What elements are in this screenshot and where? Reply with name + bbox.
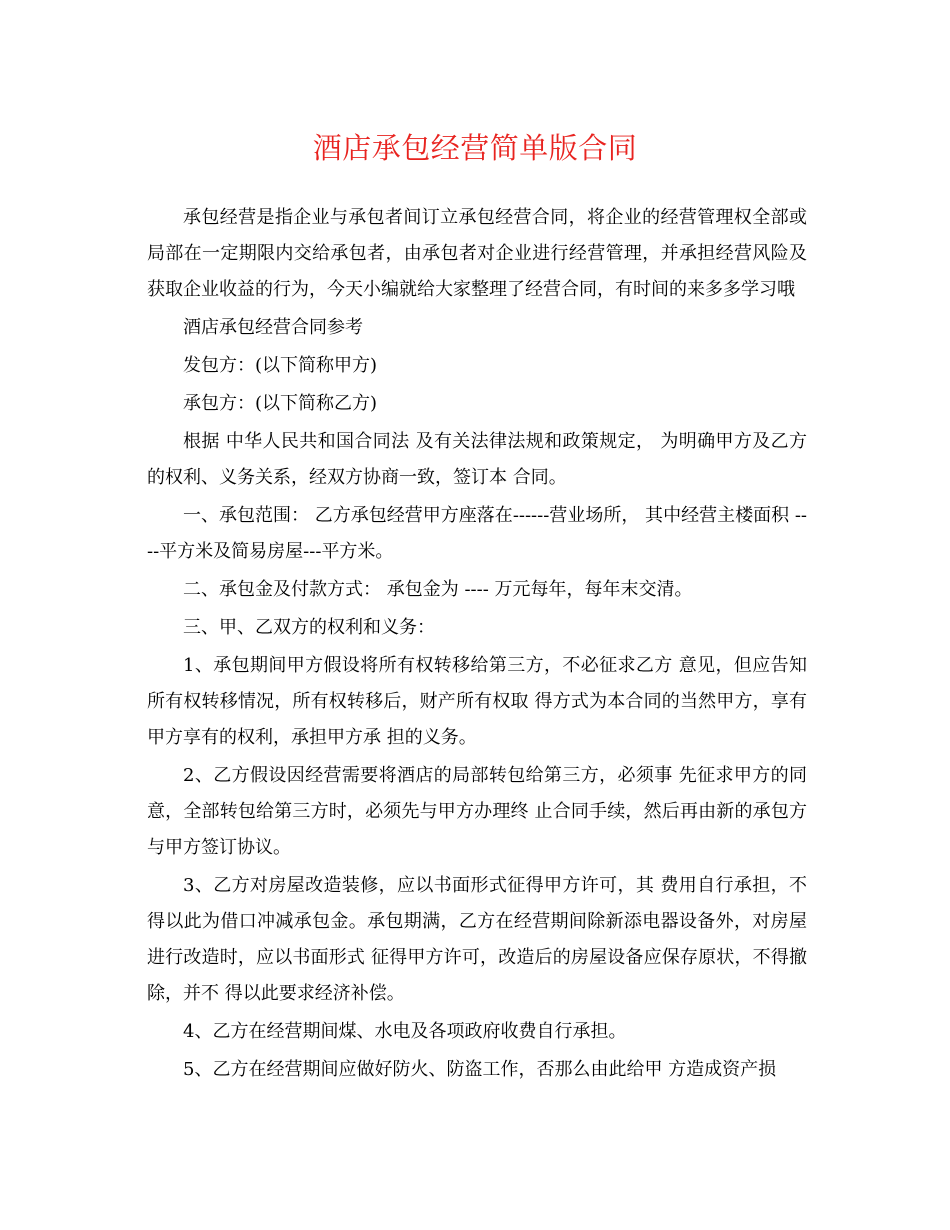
- party-b-line: 承包方：(以下简称乙方): [183, 393, 378, 414]
- party-a-line: 发包方：(以下简称甲方): [183, 355, 378, 376]
- clause-item-4: 4、乙方在经营期间煤、水电及各项政府收费自行承担。: [183, 1021, 627, 1042]
- intro-paragraph: 承包经营是指企业与承包者间订立承包经营合同，将企业的经营管理权全部或局部在一定期限内交给承包者，由承包者对企业进行经营管理，并承担经营风险及获取企业收益的行为，今天小编就给大家整理了经营合同，有时间的来多多学习哦: [147, 207, 807, 300]
- document-title: 酒店承包经营简单版合同: [312, 131, 638, 165]
- clause-scope: 一、承包范围： 乙方承包经营甲方座落在------营业场所， 其中经营主楼面积 ----平方米及简易房屋---平方米。: [147, 505, 807, 562]
- clause-item-1: 1、承包期间甲方假设将所有权转移给第三方，不必征求乙方 意见，但应告知所有权转移情况，所有权转移后，财产所有权取 得方式为本合同的当然甲方，享有甲方享有的权利，承担甲方承 担的义务。: [147, 655, 807, 748]
- clause-payment: 二、承包金及付款方式： 承包金为 ---- 万元每年，每年末交清。: [183, 579, 693, 600]
- clause-rights-heading: 三、甲、乙双方的权利和义务：: [183, 617, 435, 638]
- clause-item-2: 2、乙方假设因经营需要将酒店的局部转包给第三方，必须事 先征求甲方的同意，全部转包给第三方时，必须先与甲方办理终 止合同手续，然后再由新的承包方与甲方签订协议。: [147, 765, 807, 858]
- document-body: [147, 200, 807, 1088]
- clause-item-3: 3、乙方对房屋改造装修，应以书面形式征得甲方许可，其 费用自行承担，不得以此为借口冲减承包金。承包期满，乙方在经营期间除新添电器设备外，对房屋进行改造时，应以书面形式 征得甲方许可，改造后的房屋设备应保存原状，不得撤除，并不 得以此要求经济补偿。: [147, 875, 807, 1004]
- legal-basis-paragraph: 根据 中华人民共和国合同法 及有关法律法规和政策规定， 为明确甲方及乙方的权利、义务关系，经双方协商一致，签订本 合同。: [147, 431, 807, 488]
- contract-subtitle: 酒店承包经营合同参考: [183, 317, 363, 338]
- clause-item-5: 5、乙方在经营期间应做好防火、防盗工作，否那么由此给甲 方造成资产损: [183, 1059, 777, 1080]
